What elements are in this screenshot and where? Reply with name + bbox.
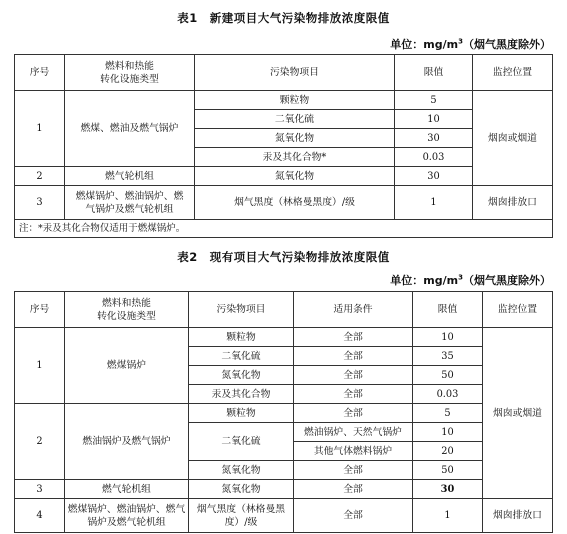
table2-title: 表2 现有项目大气污染物排放浓度限值 [177,250,390,264]
header-condition: 适用条件 [294,292,413,328]
limit-cell: 10 [413,328,483,347]
pollutant-cell: 二氧化硫 [189,423,294,461]
location-cell: 烟囱排放口 [473,186,553,220]
row-facility: 燃煤锅炉 [65,328,189,404]
limit-cell: 1 [395,186,473,220]
limit-cell: 10 [395,110,473,129]
header-limit: 限值 [395,55,473,91]
table2-unit: 单位：$mg/m^3$（烟气黑度除外） [390,273,551,287]
row-facility: 燃油锅炉及燃气锅炉 [65,404,189,480]
pollutant-cell: 二氧化硫 [189,347,294,366]
limit-cell: 1 [413,499,483,533]
condition-cell: 全部 [294,347,413,366]
table2 [14,291,553,533]
limit-cell: 30 [395,129,473,148]
row-no: 4 [15,499,65,533]
location-cell: 烟囱或烟道 [483,328,553,499]
row-no: 3 [15,186,65,220]
limit-cell: 10 [413,423,483,442]
condition-cell: 燃油锅炉、天然气锅炉 [294,423,413,442]
limit-cell: 30 [395,167,473,186]
table-row [15,91,553,110]
row-no: 2 [15,404,65,480]
pollutant-cell: 氮氧化物 [189,461,294,480]
limit-cell: 50 [413,461,483,480]
header-facility: 燃料和热能 转化设施类型 [65,292,189,328]
header-pollutant: 污染物项目 [195,55,395,91]
pollutant-cell: 氮氧化物 [189,480,294,499]
limit-cell: 30 [413,480,483,499]
table2-header-row [15,292,553,328]
condition-cell: 全部 [294,404,413,423]
row-facility: 燃气轮机组 [65,480,189,499]
condition-cell: 全部 [294,385,413,404]
table-row [15,499,553,533]
condition-cell: 全部 [294,328,413,347]
row-facility: 燃煤锅炉、燃油锅炉、燃 气锅炉及燃气轮机组 [65,186,195,220]
row-no: 1 [15,91,65,167]
table1-note-row [15,220,553,238]
pollutant-cell: 烟气黑度（林格曼黑 度）/级 [189,499,294,533]
limit-cell: 20 [413,442,483,461]
pollutant-cell: 烟气黑度（林格曼黑度）/级 [195,186,395,220]
table-row [15,404,553,423]
limit-cell: 0.03 [413,385,483,404]
condition-cell: 全部 [294,480,413,499]
row-facility: 燃煤锅炉、燃油锅炉、燃气 锅炉及燃气轮机组 [65,499,189,533]
header-no: 序号 [15,292,65,328]
table1-title: 表1 新建项目大气污染物排放浓度限值 [177,11,390,25]
pollutant-cell: 二氧化硫 [195,110,395,129]
condition-cell: 全部 [294,499,413,533]
header-facility: 燃料和热能 转化设施类型 [65,55,195,91]
limit-cell: 0.03 [395,148,473,167]
row-no: 2 [15,167,65,186]
limit-cell: 35 [413,347,483,366]
pollutant-cell: 氮氧化物 [195,167,395,186]
limit-cell: 5 [395,91,473,110]
limit-cell: 5 [413,404,483,423]
table-row [15,480,553,499]
header-location: 监控位置 [483,292,553,328]
condition-cell: 全部 [294,461,413,480]
row-no: 3 [15,480,65,499]
pollutant-cell: 汞及其化合物* [195,148,395,167]
table1-header-row [15,55,553,91]
row-no: 1 [15,328,65,404]
header-location: 监控位置 [473,55,553,91]
location-cell: 烟囱排放口 [483,499,553,533]
pollutant-cell: 颗粒物 [189,404,294,423]
table1 [14,54,553,238]
pollutant-cell: 汞及其化合物 [189,385,294,404]
header-no: 序号 [15,55,65,91]
row-facility: 燃气轮机组 [65,167,195,186]
table-row [15,167,553,186]
table-row [15,328,553,347]
pollutant-cell: 颗粒物 [189,328,294,347]
pollutant-cell: 氮氧化物 [195,129,395,148]
row-facility: 燃煤、燃油及燃气锅炉 [65,91,195,167]
pollutant-cell: 颗粒物 [195,91,395,110]
pollutant-cell: 氮氧化物 [189,366,294,385]
condition-cell: 全部 [294,366,413,385]
header-limit: 限值 [413,292,483,328]
limit-cell: 50 [413,366,483,385]
table1-note: 注：*汞及其化合物仅适用于燃煤锅炉。 [15,220,553,238]
location-cell: 烟囱或烟道 [473,91,553,186]
condition-cell: 其他气体燃料锅炉 [294,442,413,461]
header-pollutant: 污染物项目 [189,292,294,328]
table-row [15,186,553,220]
table1-unit: 单位：$mg/m^3$（烟气黑度除外） [390,37,551,51]
